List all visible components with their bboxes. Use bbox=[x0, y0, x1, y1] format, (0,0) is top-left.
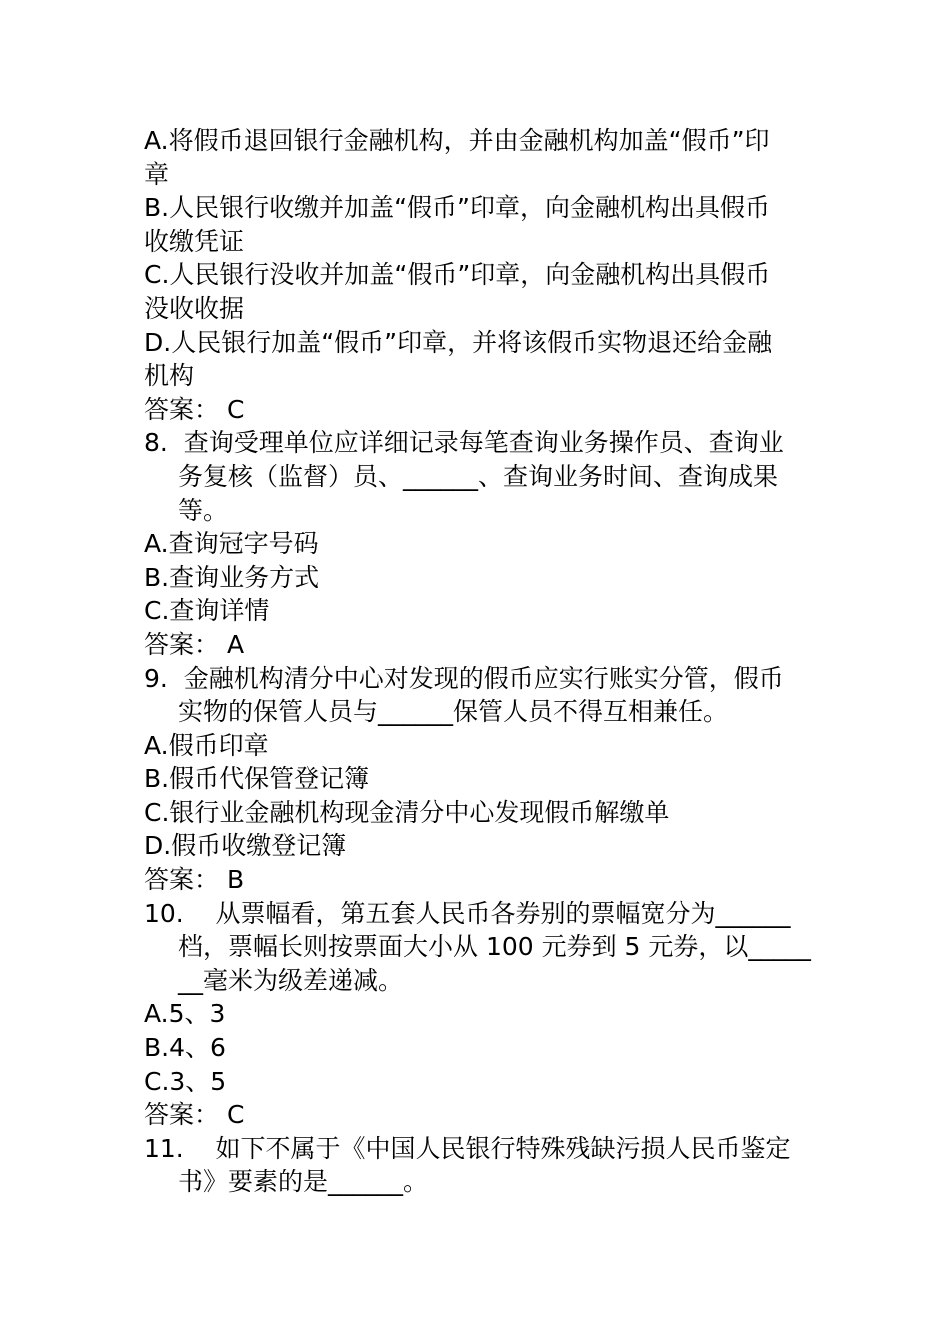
q9-stem-line2: 实物的保管人员与______保管人员不得互相兼任。 bbox=[178, 697, 729, 727]
q8-option-a: A.查询冠字号码 bbox=[144, 529, 319, 559]
q10-option-b: B.4、6 bbox=[144, 1033, 226, 1063]
q11-stem-line2: 书》要素的是______。 bbox=[178, 1167, 429, 1197]
q11-stem-line1: 11. 如下不属于《中国人民银行特殊残缺污损人民币鉴定 bbox=[144, 1133, 791, 1163]
q9-answer: 答案： B bbox=[144, 865, 245, 895]
q7-option-b-line1: B.人民银行收缴并加盖“假币”印章，向金融机构出具假币 bbox=[144, 193, 771, 223]
q8-stem-line2: 务复核（监督）员、______、查询业务时间、查询成果 bbox=[178, 461, 779, 491]
q7-option-a-line2: 章 bbox=[144, 159, 170, 189]
q8-stem-line1: 8. 查询受理单位应详细记录每笔查询业务操作员、查询业 bbox=[144, 428, 784, 458]
q8-option-b: B.查询业务方式 bbox=[144, 562, 320, 592]
document-page bbox=[144, 124, 810, 1199]
q9-option-d: D.假币收缴登记簿 bbox=[144, 831, 347, 861]
q9-stem-line1: 9. 金融机构清分中心对发现的假币应实行账实分管，假币 bbox=[144, 663, 784, 693]
q10-option-a: A.5、3 bbox=[144, 999, 226, 1029]
q8-stem-line3: 等。 bbox=[178, 495, 229, 525]
q9-option-c: C.银行业金融机构现金清分中心发现假币解缴单 bbox=[144, 797, 670, 827]
q7-option-c-line2: 没收收据 bbox=[144, 293, 245, 323]
q7-option-a-line1: A.将假币退回银行金融机构，并由金融机构加盖“假币”印 bbox=[144, 126, 770, 155]
q9-option-b: B.假币代保管登记簿 bbox=[144, 764, 370, 794]
q8-option-c: C.查询详情 bbox=[144, 596, 270, 626]
q10-answer: 答案： C bbox=[144, 1100, 245, 1130]
q10-option-c: C.3、5 bbox=[144, 1066, 227, 1096]
q7-option-d-line1: D.人民银行加盖“假币”印章，并将该假币实物退还给金融 bbox=[144, 327, 773, 357]
q10-stem-line1: 10. 从票幅看，第五套人民币各券别的票幅宽分为______ bbox=[144, 898, 791, 928]
q10-stem-line3: __毫米为级差递减。 bbox=[178, 965, 404, 995]
q10-stem-line2: 档，票幅长则按票面大小从 100 元券到 5 元券，以_____ bbox=[178, 932, 811, 962]
q7-option-c-line1: C.人民银行没收并加盖“假币”印章，向金融机构出具假币 bbox=[144, 260, 771, 290]
q9-option-a: A.假币印章 bbox=[144, 730, 269, 760]
q7-option-b-line2: 收缴凭证 bbox=[144, 226, 245, 256]
q7-answer: 答案： C bbox=[144, 394, 245, 424]
q8-answer: 答案： A bbox=[144, 629, 245, 659]
q7-option-d-line2: 机构 bbox=[144, 361, 195, 391]
